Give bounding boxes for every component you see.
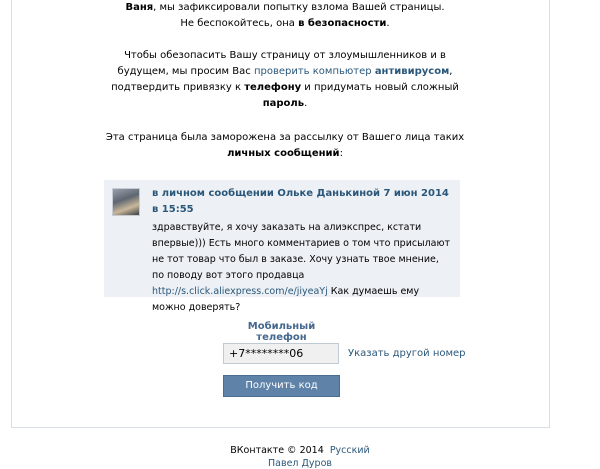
intro-text: : [339,148,343,159]
message-header-link[interactable]: в личном сообщении Ольке Данькиной 7 июн 2014 в 15:55 [152,188,449,215]
phone-label: Мобильный телефон [247,321,316,343]
phone-bold: телефону [244,82,302,93]
footer-line-2 [0,458,600,469]
intro-text: Чтобы обезопасить Вашу страницу от злоумышленников и в будущем, мы просим Вас [117,50,446,77]
intro-paragraph-1 [100,0,470,32]
intro-paragraph-3 [100,130,470,162]
other-number-link[interactable]: Указать другой номер [348,348,466,359]
intro-text: . [304,98,308,109]
safe-bold: в безопасности [298,18,387,29]
intro-paragraph-2 [100,48,470,112]
message-text: здравствуйте, я хочу заказать на алиэкспрес, кстати впервые))) Есть много комментариев о том что присылают не тот товар что был в заказе. Хочу узнать твое мнение, по поводу вот этого продавца [152,222,451,281]
footer-line-1 [0,445,600,456]
antivirus-link[interactable]: антивирусом [374,66,450,77]
author-link[interactable]: Павел Дуров [268,458,332,469]
messages-bold: личных сообщений [227,148,340,159]
intro-text: Не беспокойтесь, она [180,18,299,29]
user-name: Ваня [125,2,154,13]
intro-text: и придумать новый сложный [301,82,459,93]
get-code-button[interactable]: Получить код [223,375,340,397]
language-link[interactable]: Русский [329,445,370,456]
phone-input[interactable]: +7********06 [223,343,339,364]
intro-text: Эта страница была заморожена за рассылку от Вашего лица таких [105,132,465,143]
intro-text: , подтвердить привязку к [111,66,453,93]
aliexpress-link[interactable]: http://s.click.aliexpress.com/e/jiyeaYj [152,286,328,297]
password-bold: пароль [262,98,305,109]
intro-text: , мы зафиксировали попытку взлома Вашей страницы. [153,2,445,13]
message-text: Как думаешь ему можно доверять? [152,286,420,313]
message-body [152,220,452,316]
footer-brand: ВКонтакте © 2014 [230,445,324,456]
quoted-message [104,180,460,313]
avatar[interactable] [112,188,140,216]
check-computer-link[interactable]: проверить компьютер [253,66,372,77]
intro-text: . [386,18,390,29]
